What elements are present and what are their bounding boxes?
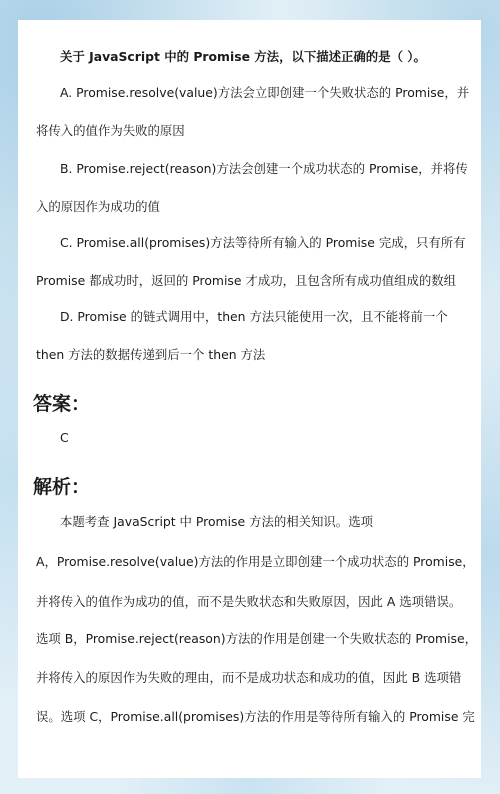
option-c-line-1: C. Promise.all(promises)方法等待所有输入的 Promise 完成，只有所有 xyxy=(60,235,466,250)
option-d-line-2: then 方法的数据传递到后一个 then 方法 xyxy=(36,347,266,362)
question-title: 关于 JavaScript 中的 Promise 方法，以下描述正确的是（ ）。 xyxy=(60,49,426,64)
option-a-line-1: A. Promise.resolve(value)方法会立即创建一个失败状态的 Promise，并 xyxy=(60,85,470,100)
option-c-line-2: Promise 都成功时，返回的 Promise 才成功，且包含所有成功值组成的数组 xyxy=(36,273,457,288)
option-d-line-1: D. Promise 的链式调用中，then 方法只能使用一次，且不能将前一个 xyxy=(60,309,448,324)
analysis-line: 误。选项 C，Promise.all(promises)方法的作用是等待所有输入的 Promise 完 xyxy=(36,709,475,724)
analysis-line: 并将传入的原因作为失败的理由，而不是成功状态和成功的值，因此 B 选项错 xyxy=(36,670,462,685)
answer-value: C xyxy=(60,430,69,445)
analysis-heading: 解析： xyxy=(33,476,91,498)
analysis-line: 本题考查 JavaScript 中 Promise 方法的相关知识。选项 xyxy=(60,514,373,529)
answer-heading: 答案： xyxy=(33,393,91,415)
option-a-line-2: 将传入的值作为失败的原因 xyxy=(36,123,185,138)
analysis-line: A，Promise.resolve(value)方法的作用是立即创建一个成功状态的 Promise， xyxy=(36,554,475,569)
analysis-line: 并将传入的值作为成功的值，而不是失败状态和失败原因，因此 A 选项错误。 xyxy=(36,594,462,609)
document-page xyxy=(18,20,481,778)
analysis-line: 选项 B，Promise.reject(reason)方法的作用是创建一个失败状态的 Promise， xyxy=(36,631,478,646)
option-b-line-1: B. Promise.reject(reason)方法会创建一个成功状态的 Promise，并将传 xyxy=(60,161,468,176)
option-b-line-2: 入的原因作为成功的值 xyxy=(36,199,160,214)
